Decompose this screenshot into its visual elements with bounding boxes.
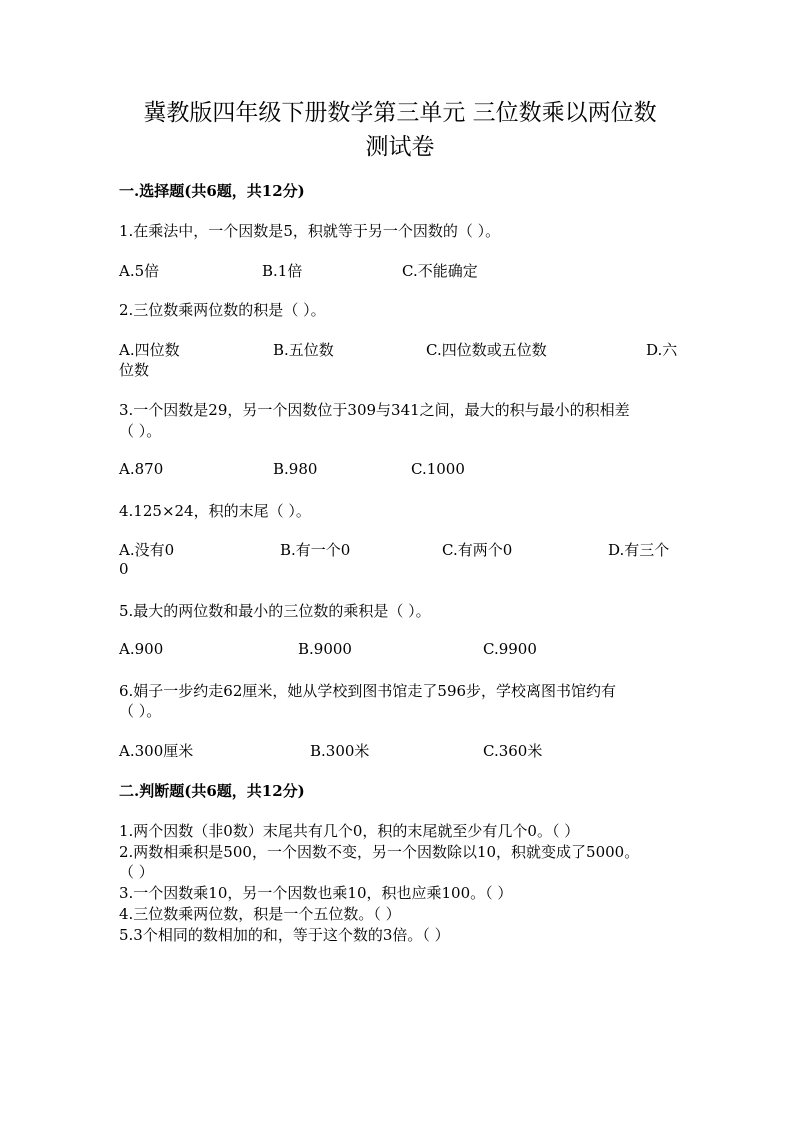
q1-option-b[interactable]: B.1倍	[262, 262, 303, 280]
q3-option-c[interactable]: C.1000	[411, 460, 465, 478]
q2-option-a[interactable]: A.四位数	[119, 341, 180, 359]
q1-option-a[interactable]: A.5倍	[119, 262, 160, 280]
question-3-line2: （ ）。	[119, 422, 162, 440]
q3-option-a[interactable]: A.870	[119, 460, 164, 478]
q5-option-b[interactable]: B.9000	[298, 640, 352, 658]
q6-option-c[interactable]: C.360米	[483, 742, 543, 760]
q2-option-d[interactable]: D.六	[646, 341, 678, 359]
q2-option-c[interactable]: C.四位数或五位数	[426, 341, 547, 359]
q6-option-a[interactable]: A.300厘米	[119, 742, 194, 760]
question-6-line2: （ ）。	[119, 702, 162, 720]
question-6-line1: 6.娟子一步约走62厘米，她从学校到图书馆走了596步，学校离图书馆约有	[119, 682, 617, 700]
question-1: 1.在乘法中，一个因数是5，积就等于另一个因数的（ ）。	[119, 222, 501, 240]
judge-question-2-line2: （ ）	[119, 863, 154, 881]
section-heading-judge: 二.判断题(共6题，共12分)	[119, 782, 305, 800]
q5-option-a[interactable]: A.900	[119, 640, 164, 658]
q4-option-b[interactable]: B.有一个0	[280, 541, 351, 559]
judge-question-5: 5.3个相同的数相加的和，等于这个数的3倍。（ ）	[119, 926, 450, 944]
q2-option-b[interactable]: B.五位数	[273, 341, 334, 359]
judge-question-2-line1: 2.两数相乘积是500，一个因数不变，另一个因数除以10，积就变成了5000。	[119, 843, 640, 861]
q6-option-b[interactable]: B.300米	[310, 742, 370, 760]
question-5: 5.最大的两位数和最小的三位数的乘积是（ ）。	[119, 602, 431, 620]
judge-question-3: 3.一个因数乘10，另一个因数也乘10，积也应乘100。（ ）	[119, 884, 513, 902]
section-heading-choice: 一.选择题(共6题，共12分)	[119, 182, 305, 200]
q4-option-d[interactable]: D.有三个	[608, 541, 670, 559]
q4-option-a[interactable]: A.没有0	[119, 541, 175, 559]
question-4: 4.125×24，积的末尾（ ）。	[119, 502, 311, 520]
q5-option-c[interactable]: C.9900	[483, 640, 537, 658]
judge-question-4: 4.三位数乘两位数，积是一个五位数。（ ）	[119, 905, 401, 923]
q1-option-c[interactable]: C.不能确定	[402, 262, 478, 280]
page-title-line2: 测试卷	[365, 134, 435, 160]
q2-option-d-wrap: 位数	[119, 361, 150, 379]
q4-option-c[interactable]: C.有两个0	[442, 541, 513, 559]
question-3-line1: 3.一个因数是29，另一个因数位于309与341之间，最大的积与最小的积相差	[119, 401, 630, 419]
q3-option-b[interactable]: B.980	[273, 460, 318, 478]
page-title-line1: 冀教版四年级下册数学第三单元 三位数乘以两位数	[143, 100, 657, 126]
judge-question-1: 1.两个因数（非0数）末尾共有几个0，积的末尾就至少有几个0。（ ）	[119, 822, 580, 840]
question-2: 2.三位数乘两位数的积是（ ）。	[119, 301, 326, 319]
q4-option-d-wrap: 0	[119, 560, 129, 578]
